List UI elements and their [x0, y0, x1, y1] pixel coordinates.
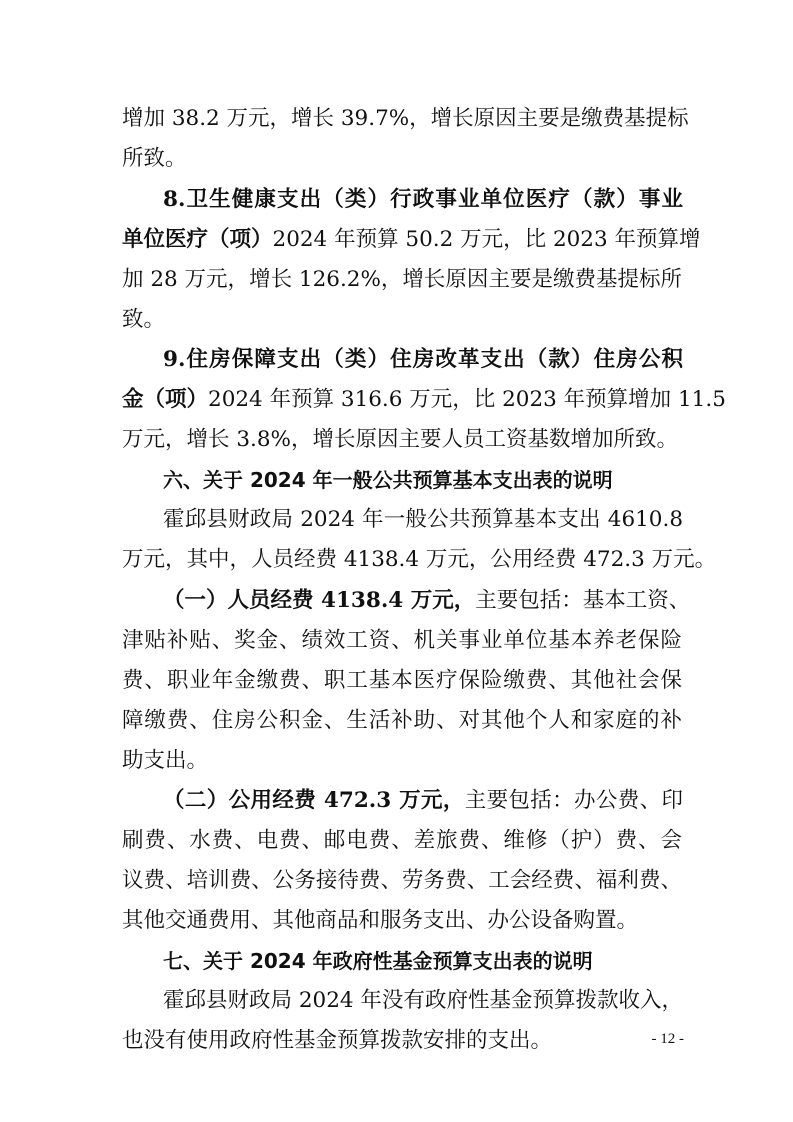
- paragraph-line: 所致。: [122, 146, 187, 171]
- paragraph-line: 加 28 万元，增长 126.2%，增长原因主要是缴费基提标所: [122, 267, 682, 292]
- paragraph-line: 费、职业年金缴费、职工基本医疗保险缴费、其他社会保: [122, 668, 682, 693]
- personnel-text: 主要包括：基本工资、: [475, 588, 691, 613]
- paragraph-line: 助支出。: [122, 748, 209, 773]
- paragraph-line: 津贴补贴、奖金、绩效工资、机关事业单位基本养老保险: [122, 628, 682, 653]
- paragraph-line: 增加 38.2 万元，增长 39.7%，增长原因主要是缴费基提标: [122, 106, 689, 131]
- section-7-heading: 七、关于 2024 年政府性基金预算支出表的说明: [163, 949, 593, 973]
- public-heading: （二）公用经费 472.3 万元，: [163, 788, 465, 813]
- page-number: - 12 -: [651, 1031, 684, 1047]
- item-9-heading: 金（项）: [122, 387, 209, 412]
- item-8-heading: 8.卫生健康支出（类）行政事业单位医疗（款）事业: [163, 187, 683, 212]
- paragraph-line: 万元，其中，人员经费 4138.4 万元，公用经费 472.3 万元。: [122, 547, 717, 572]
- paragraph-line: 万元，增长 3.8%，增长原因主要人员工资基数增加所致。: [122, 427, 678, 452]
- paragraph-line: 议费、培训费、公务接待费、劳务费、工会经费、福利费、: [122, 868, 682, 893]
- item-8-text: 2024 年预算 50.2 万元，比 2023 年预算增: [272, 227, 701, 252]
- paragraph-line: 也没有使用政府性基金预算拨款安排的支出。: [122, 1028, 553, 1053]
- paragraph-line: 霍邱县财政局 2024 年没有政府性基金预算拨款收入，: [163, 988, 683, 1013]
- section-6-heading: 六、关于 2024 年一般公共预算基本支出表的说明: [163, 468, 613, 492]
- public-text: 主要包括：办公费、印: [464, 788, 683, 813]
- item-8-heading: 单位医疗（项）: [122, 227, 273, 252]
- paragraph-line: 其他交通费用、其他商品和服务支出、办公设备购置。: [122, 908, 639, 933]
- paragraph-line: 致。: [122, 307, 166, 332]
- item-9-heading: 9.住房保障支出（类）住房改革支出（款）住房公积: [163, 347, 683, 372]
- public-title-line: [163, 781, 683, 821]
- item-9-text: 2024 年预算 316.6 万元，比 2023 年预算增加 11.5: [208, 387, 726, 412]
- personnel-title-line: [163, 581, 691, 621]
- paragraph-line: [122, 380, 726, 420]
- paragraph-line: 霍邱县财政局 2024 年一般公共预算基本支出 4610.8: [163, 507, 683, 532]
- paragraph-line: 障缴费、住房公积金、生活补助、对其他个人和家庭的补: [122, 708, 682, 733]
- personnel-heading: （一）人员经费 4138.4 万元，: [163, 588, 476, 613]
- item-8-title: [163, 180, 683, 220]
- paragraph-line: [122, 220, 701, 260]
- paragraph-line: 刷费、水费、电费、邮电费、差旅费、维修（护）费、会: [122, 828, 682, 853]
- item-9-title: [163, 340, 683, 380]
